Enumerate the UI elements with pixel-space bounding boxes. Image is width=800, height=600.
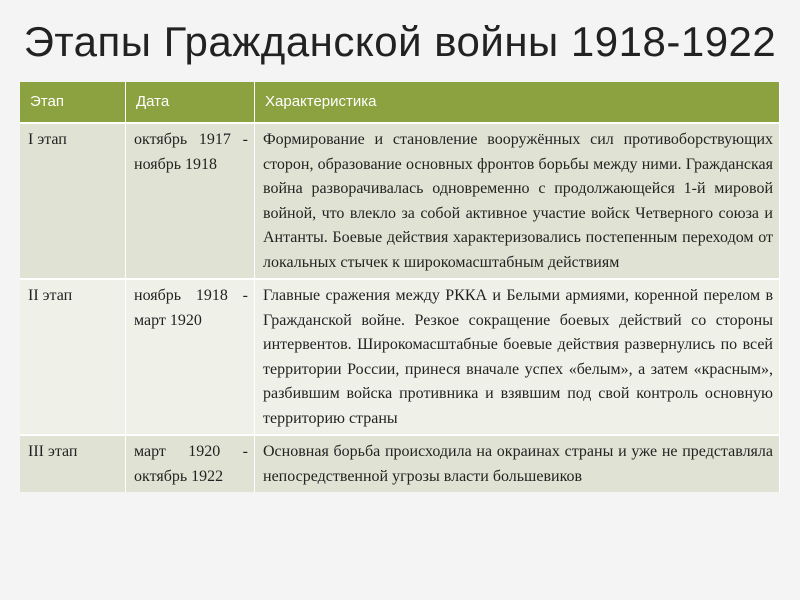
header-stage: Этап [20,82,126,123]
table-row [20,435,780,492]
header-date: Дата [126,82,255,123]
stages-table [20,82,780,492]
page-title: Этапы Гражданской войны 1918-1922 [23,18,777,65]
header-description: Характеристика [255,82,780,123]
date-cell: март 1920 - октябрь 1922 [126,435,255,492]
table-header-row [20,82,780,123]
stage-cell: II этап [20,279,126,435]
description-cell: Главные сражения между РККА и Белыми армиями, коренной перелом в Гражданской войне. Резкое сокращение боевых действий со стороны интервентов. Широкомасштабные боевые действия развернулись по всей территории России, принеся вначале успех «белым», а затем «красным», разбившим войска противника и взявшим под свой контроль основную территорию страны [255,279,780,435]
date-cell: октябрь 1917 - ноябрь 1918 [126,123,255,279]
description-cell: Формирование и становление вооружённых сил противоборствующих сторон, образование основных фронтов борьбы между ними. Гражданская война разворачивалась одновременно с продолжающейся 1-й мировой войной, что влекло за собой активное участие войск Четверного союза и Антанты. Боевые действия характеризовались постепенным переходом от локальных стычек к широкомасштабным действиям [255,123,780,279]
table-row [20,123,780,279]
stage-cell: I этап [20,123,126,279]
date-cell: ноябрь 1918 - март 1920 [126,279,255,435]
stage-cell: III этап [20,435,126,492]
description-cell: Основная борьба происходила на окраинах страны и уже не представляла непосредственной угрозы власти большевиков [255,435,780,492]
table-row [20,279,780,435]
